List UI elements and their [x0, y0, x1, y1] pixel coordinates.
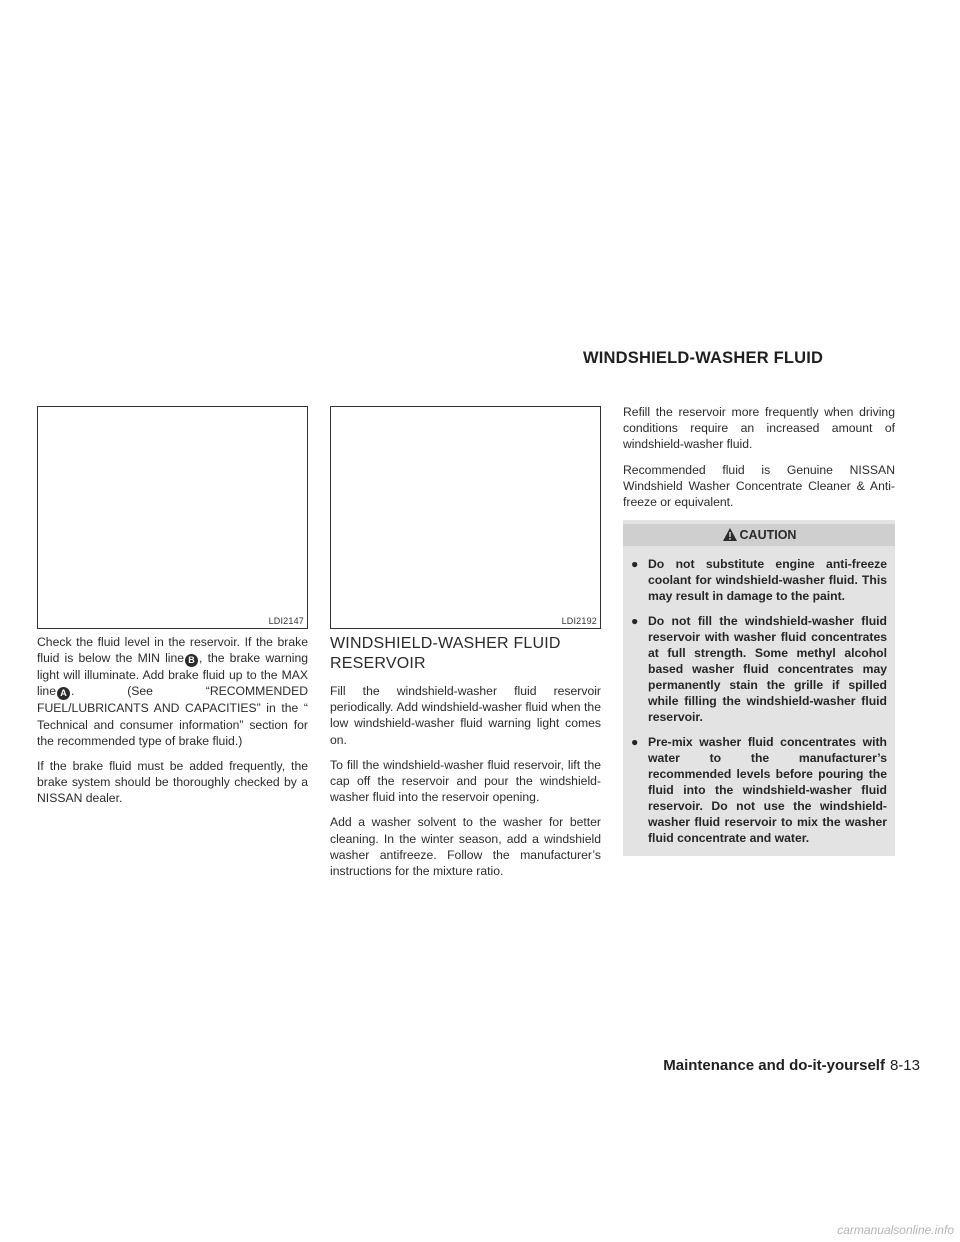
- column-right: [623, 404, 895, 856]
- list-item: ● Do not substitute engine anti-freeze coolant for windshield-washer fluid. This may result in damage to the paint.: [631, 557, 887, 604]
- caution-list: [623, 556, 895, 846]
- list-item: ● Do not fill the windshield-washer fluid reservoir with washer fluid concentrates at full strength. Some methyl alcohol based washer fluid concentrates may permanently stain the grille if spilled while filling the windshield-washer fluid reservoir.: [631, 614, 887, 725]
- paragraph: If the brake fluid must be added frequently, the brake system should be thoroughly checked by a NISSAN dealer.: [37, 759, 308, 806]
- paragraph: Add a washer solvent to the washer for better cleaning. In the winter season, add a windshield washer antifreeze. Follow the manufacturer’s instructions for the mixture ratio.: [330, 815, 601, 879]
- paragraph: Refill the reservoir more frequently when driving conditions require an increased amount of windshield-washer fluid.: [623, 405, 895, 452]
- subsection-heading: WINDSHIELD-WASHER FLUID RESERVOIR: [330, 635, 561, 672]
- page-footer: [663, 1057, 920, 1074]
- figure-brake-reservoir: [37, 406, 308, 629]
- marker-b-icon: B: [185, 654, 198, 667]
- paragraph: To fill the windshield-washer fluid reservoir, lift the cap off the reservoir and pour the windshield-washer fluid into the reservoir opening.: [330, 757, 601, 805]
- figure-washer-reservoir: [330, 406, 601, 629]
- figure-label: LDI2192: [561, 616, 597, 626]
- footer-section-name: Maintenance and do-it-yourself: [663, 1057, 885, 1074]
- column-middle: [330, 634, 601, 888]
- figure-label: LDI2147: [268, 616, 304, 626]
- column-left: [37, 634, 308, 816]
- caution-title: CAUTION: [739, 528, 797, 543]
- paragraph: Recommended fluid is Genuine NISSAN Windshield Washer Concentrate Cleaner & Anti-freeze or equivalent.: [623, 462, 895, 510]
- watermark: carmanualsonline.info: [837, 1223, 954, 1237]
- marker-a-icon: A: [57, 687, 70, 700]
- page-number: 8-13: [889, 1057, 920, 1074]
- paragraph: Check the fluid level in the reservoir. If the brake fluid is below the MIN line B , the brake warning light will illuminate. Add brake fluid up to the MAX line A . (See “RECOMMENDED FUEL/LUBRICANTS AND CAPACITIES” in the “ Technical and consumer information” section for the recommended type of brake fluid.): [37, 635, 309, 748]
- paragraph: Fill the windshield-washer fluid reservoir periodically. Add windshield-washer fluid when the low windshield-washer fluid warning light comes on.: [330, 684, 601, 747]
- warning-triangle-icon: [722, 527, 738, 549]
- section-title: WINDSHIELD-WASHER FLUID: [583, 349, 824, 367]
- list-item: ● Pre-mix washer fluid concentrates with water to the manufacturer’s recommended levels before pouring the fluid into the windshield-washer fluid reservoir. Do not use the windshield-washer fluid reservoir to mix the washer fluid concentrate and water.: [631, 735, 887, 846]
- caution-box: [623, 520, 895, 856]
- caution-header: [623, 524, 895, 546]
